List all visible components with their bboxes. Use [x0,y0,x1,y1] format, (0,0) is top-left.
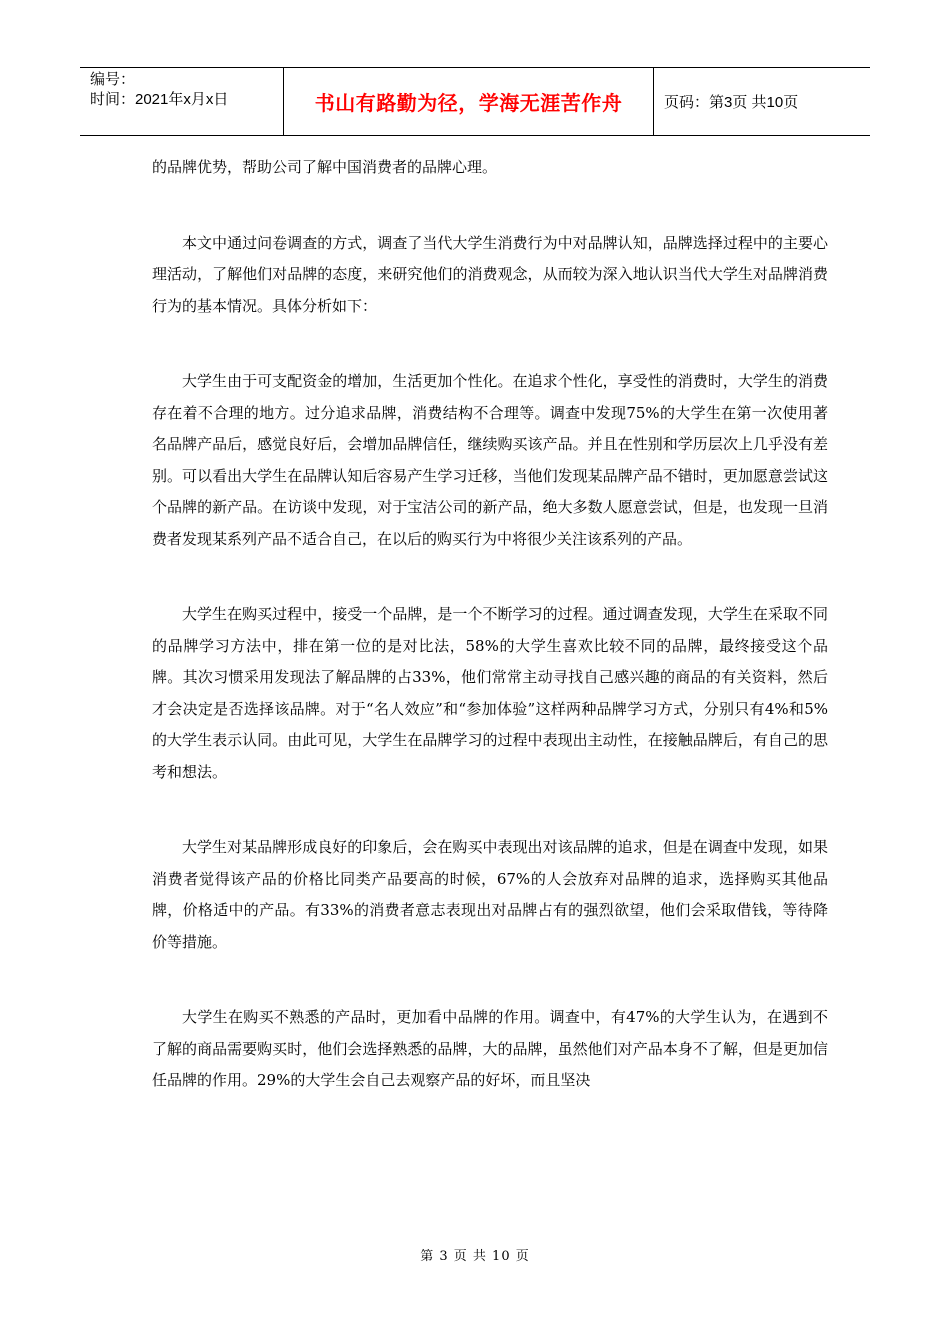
paragraph: 大学生在购买过程中，接受一个品牌，是一个不断学习的过程。通过调查发现，大学生在采取不同的品牌学习方法中，排在第一位的是对比法，58%的大学生喜欢比较不同的品牌，最终接受这个品牌。其次习惯采用发现法了解品牌的占33%，他们常常主动寻找自己感兴趣的商品的有关资料，然后才会决定是否选择该品牌。对于“名人效应”和“参加体验”这样两种品牌学习方式，分别只有4%和5%的大学生表示认同。由此可见，大学生在品牌学习的过程中表现出主动性，在接触品牌后，有自己的思考和想法。 [152,605,828,781]
paragraph-continued: 的品牌优势，帮助公司了解中国消费者的品牌心理。 [152,158,498,176]
doc-number-label: 编号： [90,71,136,88]
paragraph: 大学生对某品牌形成良好的印象后，会在购买中表现出对该品牌的追求，但是在调查中发现，如果消费者觉得该产品的价格比同类产品要高的时候，67%的人会放弃对品牌的追求，选择购买其他品牌，价格适中的产品。有33%的消费者意志表现出对品牌占有的强烈欲望，他们会采取借钱，等待降价等措施。 [152,838,828,951]
paragraph: 本文中通过问卷调查的方式，调查了当代大学生消费行为中对品牌认知，品牌选择过程中的主要心理活动，了解他们对品牌的态度，来研究他们的消费观念，从而较为深入地认识当代大学生对品牌消费行为的基本情况。具体分析如下： [152,233,828,315]
page-header [80,67,870,136]
date-label: 时间：2021年x月x日 [90,91,229,108]
header-motto: 书山有路勤为径，学海无涯苦作舟 [283,68,654,135]
header-meta-cell [80,68,283,135]
page-footer: 第 3 页 共 10 页 [420,1249,530,1264]
paragraph: 大学生由于可支配资金的增加，生活更加个性化。在追求个性化，享受性的消费时，大学生的消费存在着不合理的地方。过分追求品牌，消费结构不合理等。调查中发现75%的大学生在第一次使用著名品牌产品后，感觉良好后，会增加品牌信任，继续购买该产品。并且在性别和学历层次上几乎没有差别。可以看出大学生在品牌认知后容易产生学习迁移，当他们发现某品牌产品不错时，更加愿意尝试这个品牌的新产品。在访谈中发现，对于宝洁公司的新产品，绝大多数人愿意尝试，但是，也发现一旦消费者发现某系列产品不适合自己，在以后的购买行为中将很少关注该系列的产品。 [152,372,828,548]
paragraph: 大学生在购买不熟悉的产品时，更加看中品牌的作用。调查中，有47%的大学生认为，在遇到不了解的商品需要购买时，他们会选择熟悉的品牌，大的品牌，虽然他们对产品本身不了解，但是更加信任品牌的作用。29%的大学生会自己去观察产品的好坏，而且坚决 [152,1008,828,1089]
header-page-label: 页码：第3页 共10页 [664,94,799,111]
document-body [152,152,828,1141]
